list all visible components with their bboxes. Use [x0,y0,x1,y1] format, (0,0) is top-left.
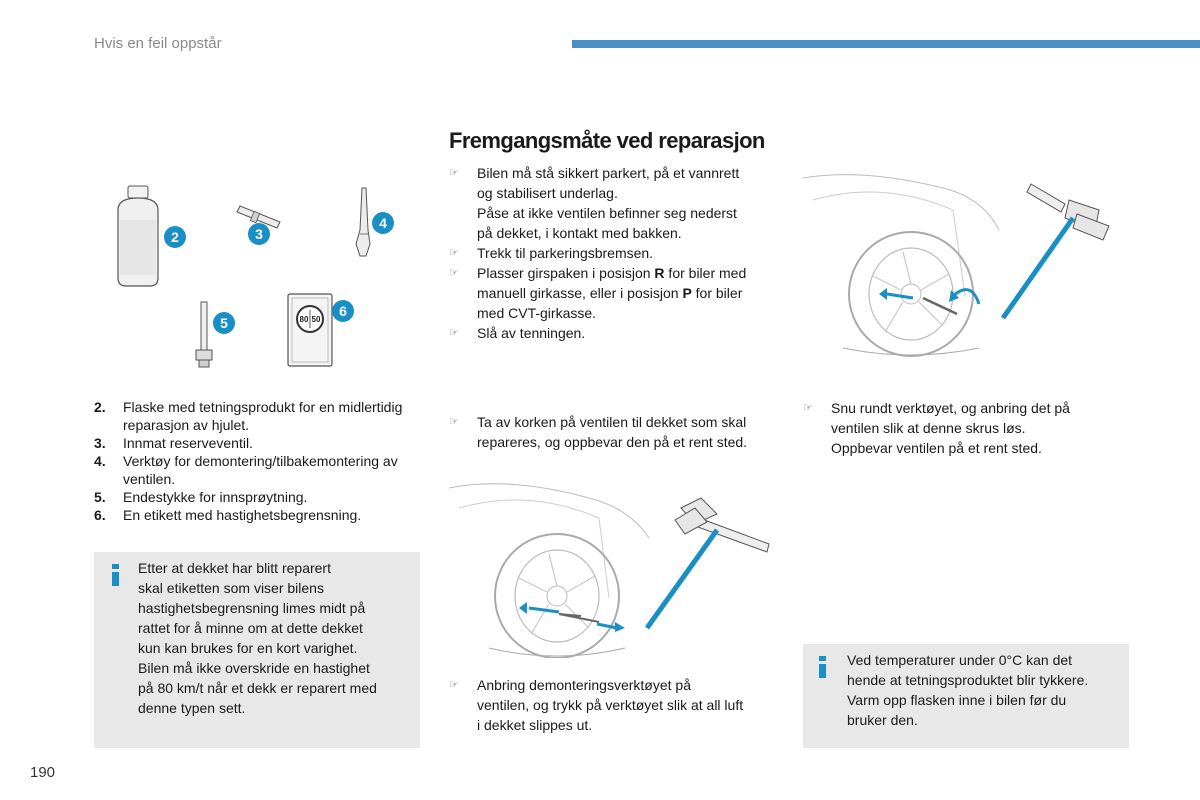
step-line: manuell girkasse, eller i posisjon P for biler [477,285,743,301]
info-box-speed-label [94,552,420,748]
callout-2: 2 [164,226,186,248]
step-line: ventilen slik at denne skrus løs. [831,420,1026,436]
step-line: Bilen må stå sikkert parkert, på et vannrett [477,165,740,181]
wheel-unscrew-illustration [803,170,1133,360]
step-line: på dekket, i kontakt med bakken. [477,225,682,241]
info-line: bruker den. [847,712,918,728]
bullet-hand-icon: ☞ [449,416,459,428]
legend-item [94,398,424,434]
legend-item-number: 2. [94,399,106,415]
parts-legend [94,398,424,524]
legend-item [94,506,424,524]
rim-image [515,550,599,642]
valve-tool-image [1027,184,1109,240]
bullet-hand-icon: ☞ [449,267,459,279]
bullet-hand-icon: ☞ [449,679,459,691]
info-box-text [138,558,414,718]
pointer-arrow [1003,218,1073,318]
callout-6: 6 [332,300,354,322]
header-section-title: Hvis en feil oppstår [94,35,222,52]
repair-kit-illustration [94,170,424,380]
legend-item-text: Endestykke for innsprøytning. [123,489,308,505]
speed-label-value-50: 50 [311,315,321,324]
legend-item-number: 5. [94,489,106,505]
speed-label-image [288,294,332,366]
page-number: 190 [30,764,56,781]
step-line: Trekk til parkeringsbremsen. [477,245,654,261]
tire-image [495,534,619,658]
info-line: Ved temperaturer under 0°C kan det [847,652,1073,668]
valve-tool-image [675,498,769,552]
step-line: Ta av korken på ventilen til dekket som skal [477,414,747,430]
step-line: i dekket slippes ut. [477,717,593,733]
step-line: Oppbevar ventilen på et rent sted. [831,440,1042,456]
pointer-arrow [529,608,559,612]
step-remove-cap [449,412,789,452]
procedure-title: Fremgangsmåte ved reparasjon [449,128,765,153]
step-line: repareres, og oppbevar den på et rent sted. [477,434,748,450]
step-line: ventilen, og trykk på verktøyet slik at all luft [477,697,744,713]
bullet-hand-icon: ☞ [449,167,459,179]
callout-3: 3 [248,223,270,245]
info-line: denne typen sett. [138,700,246,716]
legend-item [94,488,424,506]
step-deflate [449,675,789,735]
sealant-bottle-image [118,186,158,286]
pointer-arrow [597,624,617,628]
valve-tool-image [356,188,370,256]
info-line: hende at tetningsproduktet blir tykkere. [847,672,1089,688]
legend-item-text: En etikett med hastighetsbegrensning. [123,507,362,523]
step-line: Slå av tenningen. [477,325,586,341]
injection-nozzle-image [196,302,212,367]
legend-item-number: 6. [94,507,106,523]
info-box-text [847,650,1123,730]
step-line: Snu rundt verktøyet, og anbring det på [831,400,1070,416]
bullet-hand-icon: ☞ [449,247,459,259]
info-line: Varm opp flasken inne i bilen før du [847,692,1067,708]
pointer-arrow [887,294,913,298]
legend-item-text: Verktøy for demontering/tilbakemontering av ventilen. [123,453,398,487]
legend-item [94,452,424,488]
info-line: hastighetsbegrensning limes midt på [138,600,366,616]
info-line: skal etiketten som viser bilens [138,580,324,596]
speed-label-value-80: 80 [299,315,309,324]
step-line: Plasser girspaken i posisjon R for biler med [477,265,747,281]
step-park [449,163,789,243]
step-unscrew-valve [803,398,1143,458]
info-line: Bilen må ikke overskride en hastighet [138,660,370,676]
legend-item [94,434,424,452]
legend-item-number: 3. [94,435,106,451]
pointer-arrow [647,530,717,628]
bullet-hand-icon: ☞ [449,327,459,339]
step-line: med CVT-girkasse. [477,305,597,321]
header-accent-bar [572,40,1200,48]
step-ignition-off [449,323,789,343]
callout-5: 5 [213,312,235,334]
info-line: Etter at dekket har blitt reparert [138,560,331,576]
wheel-deflate-illustration [449,478,779,658]
info-box-temperature [803,644,1129,748]
info-line: kun kan brukes for en kort varighet. [138,640,358,656]
legend-item-text: Innmat reserveventil. [123,435,253,451]
callout-4: 4 [372,212,394,234]
info-line: rattet for å minne om at dette dekket [138,620,363,636]
step-line: og stabilisert underlag. [477,185,618,201]
legend-item-text: Flaske med tetningsprodukt for en midlertidig reparasjon av hjulet. [123,399,403,433]
step-line: Anbring demonteringsverktøyet på [477,677,691,693]
bullet-hand-icon: ☞ [803,402,813,414]
step-parking-brake [449,243,789,263]
step-line: Påse at ikke ventilen befinner seg nederst [477,205,737,221]
info-line: på 80 km/t når et dekk er reparert med [138,680,377,696]
legend-item-number: 4. [94,453,106,469]
step-gear [449,263,789,323]
